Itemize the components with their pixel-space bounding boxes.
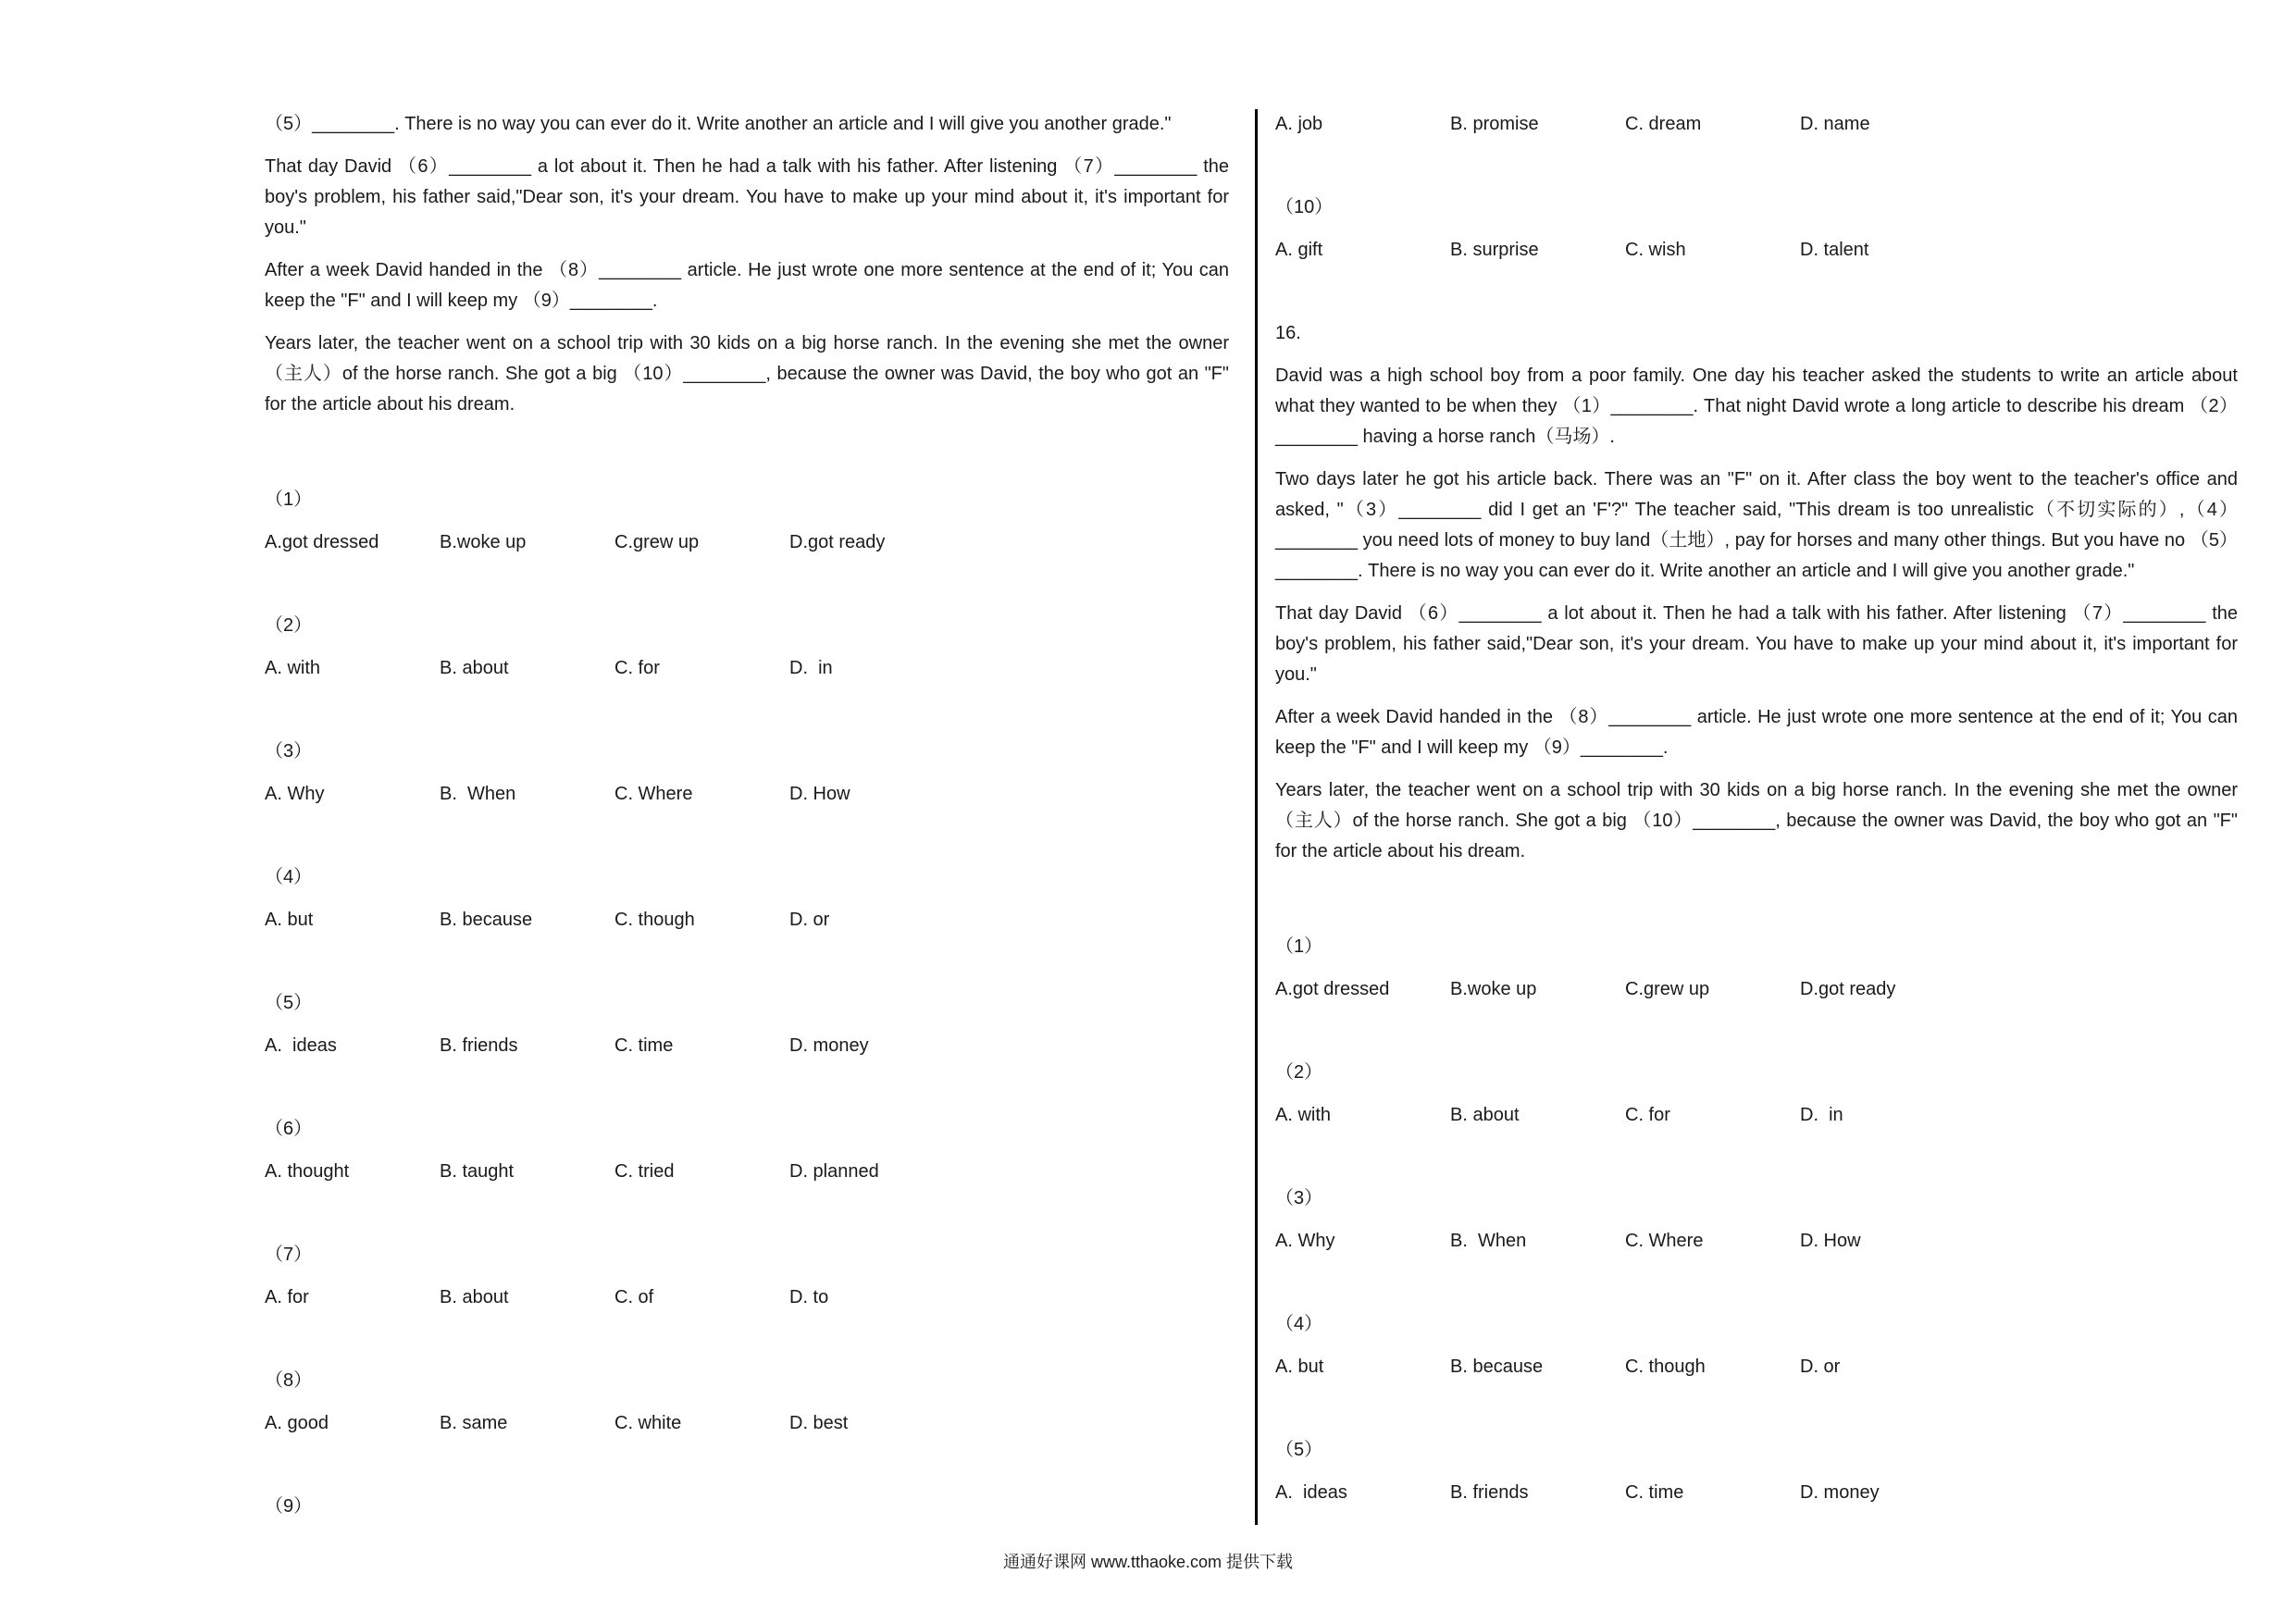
option-group-6	[265, 1114, 1229, 1240]
option-b: B. about	[440, 1287, 509, 1307]
option-d: D. money	[789, 1035, 869, 1056]
option-a: A.got dressed	[265, 532, 379, 552]
option-c: C. tried	[614, 1161, 675, 1182]
option-c: C. for	[1625, 1105, 1670, 1125]
option-a: A. but	[265, 910, 314, 930]
option-c: C. Where	[614, 784, 693, 804]
option-a: A. thought	[265, 1161, 350, 1182]
option-a: A. Why	[265, 784, 325, 804]
option-a: A. gift	[1275, 240, 1323, 260]
option-c: C. Where	[1625, 1231, 1704, 1251]
option-group-2	[265, 611, 1229, 737]
blank-number: （2）	[1275, 1062, 1323, 1083]
option-b: B. because	[440, 910, 533, 930]
blank-number: （2）	[265, 615, 313, 636]
option-d: D. name	[1800, 114, 1870, 134]
option-a: A. Why	[1275, 1231, 1335, 1251]
option-d: D.got ready	[789, 532, 886, 552]
option-c: C. wish	[1625, 240, 1686, 260]
option-d: D. How	[789, 784, 850, 804]
option-b: B. friends	[440, 1035, 518, 1056]
option-d: D. in	[789, 658, 833, 678]
blank-number: （8）	[265, 1370, 313, 1391]
passage-paragraph: Years later, the teacher went on a school trip with 30 kids on a big horse ranch. In the evening she met the owner （主人）of the horse ranch. She got a big （10）________, because the owner was David, the boy who got an "F" for the article about his dream.	[1275, 780, 2238, 861]
option-b: B. surprise	[1450, 240, 1539, 260]
blank-number: （6）	[265, 1119, 313, 1139]
option-b: B. same	[440, 1413, 508, 1433]
option-b: B. about	[1450, 1105, 1520, 1125]
option-group-3	[1275, 1183, 2238, 1309]
option-d: D. to	[789, 1287, 829, 1307]
option-group-5	[1275, 1435, 2238, 1508]
page-footer: 通通好课网 www.tthaoke.com 提供下载	[1002, 1553, 1294, 1571]
passage-paragraph: That day David （6）________ a lot about it. Then he had a talk with his father. After listening （7）________ the boy's problem, his father said,"Dear son, it's your dream. You have to make up your mind about it, it's important for you."	[265, 156, 1229, 238]
left-column	[265, 109, 1229, 1522]
option-a: A. ideas	[1275, 1482, 1347, 1503]
option-d: D. How	[1800, 1231, 1861, 1251]
option-c: C. white	[614, 1413, 682, 1433]
option-b: B. because	[1450, 1357, 1544, 1377]
option-group-3	[265, 737, 1229, 862]
passage-paragraph: That day David （6）________ a lot about it. Then he had a talk with his father. After listening （7）________ the boy's problem, his father said,"Dear son, it's your dream. You have to make up your mind about it, it's important for you."	[1275, 603, 2238, 685]
passage-paragraph: Years later, the teacher went on a school trip with 30 kids on a big horse ranch. In the evening she met the owner （主人）of the horse ranch. She got a big （10）________, because the owner was David, the boy who got an "F" for the article about his dream.	[265, 333, 1229, 415]
blank-number: （10）	[1275, 197, 1334, 217]
option-group-7	[265, 1240, 1229, 1366]
option-a: A. with	[265, 658, 321, 678]
blank-number: （4）	[265, 867, 313, 887]
option-b: B. friends	[1450, 1482, 1529, 1503]
blank-number: （1）	[1275, 936, 1323, 957]
option-a: A. but	[1275, 1357, 1324, 1377]
option-d: D. planned	[789, 1161, 879, 1182]
column-divider	[1255, 109, 1258, 1525]
passage-paragraph: （5）________. There is no way you can ever do it. Write another an article and I will give you another grade."	[265, 114, 1172, 134]
option-d: D.got ready	[1800, 979, 1896, 999]
blank-number: （3）	[1275, 1188, 1323, 1208]
option-a: A.got dressed	[1275, 979, 1390, 999]
option-group-2	[1275, 1058, 2238, 1183]
question-number: 16.	[1275, 323, 1301, 343]
option-c: C. though	[1625, 1357, 1706, 1377]
passage-paragraph: After a week David handed in the （8）________ article. He just wrote one more sentence at the end of it; You can keep the "F" and I will keep my （9）________.	[265, 260, 1229, 311]
blank-number: （3）	[265, 741, 313, 762]
option-group-1	[265, 485, 1229, 611]
option-b: B. promise	[1450, 114, 1539, 134]
option-c: C.grew up	[614, 532, 700, 552]
option-a: A. for	[265, 1287, 309, 1307]
option-d: D. or	[789, 910, 830, 930]
option-b: B. When	[440, 784, 516, 804]
option-group-9	[1275, 109, 2238, 140]
passage-paragraph: Two days later he got his article back. There was an "F" on it. After class the boy went to the teacher's office and asked, "（3）________ did I get an 'F'?" The teacher said, "This dream is too unrealistic（不切实际的）,（4）________ you need lots of money to buy land（土地）, pay for horses and many other things. But you have no （5）________. There is no way you can ever do it. Write another an article and I will give you another grade."	[1275, 469, 2238, 581]
blank-number: （9）	[265, 1496, 313, 1517]
option-b: B. taught	[440, 1161, 515, 1182]
option-d: D. best	[789, 1413, 849, 1433]
passage-paragraph: David was a high school boy from a poor family. One day his teacher asked the students to write an article about what they wanted to be when they （1）________. That night David wrote a long article to describe his dream （2）________ having a horse ranch（马场）.	[1275, 365, 2238, 447]
option-b: B. When	[1450, 1231, 1527, 1251]
option-a: A. good	[265, 1413, 329, 1433]
option-a: A. job	[1275, 114, 1323, 134]
blank-number: （7）	[265, 1245, 313, 1265]
option-group-4	[265, 862, 1229, 988]
option-b: B. about	[440, 658, 509, 678]
blank-number: （1）	[265, 489, 313, 510]
option-c: C. time	[1625, 1482, 1684, 1503]
passage-paragraph: After a week David handed in the （8）________ article. He just wrote one more sentence at the end of it; You can keep the "F" and I will keep my （9）________.	[1275, 707, 2238, 758]
option-a: A. ideas	[265, 1035, 337, 1056]
right-column	[1275, 109, 2238, 1508]
option-c: C. of	[614, 1287, 654, 1307]
option-b: B.woke up	[1450, 979, 1537, 999]
option-b: B.woke up	[440, 532, 527, 552]
option-c: C.grew up	[1625, 979, 1710, 999]
option-group-8	[265, 1366, 1229, 1492]
option-d: D. talent	[1800, 240, 1869, 260]
blank-number: （4）	[1275, 1314, 1323, 1334]
option-a: A. with	[1275, 1105, 1332, 1125]
option-d: D. in	[1800, 1105, 1843, 1125]
option-group-1	[1275, 932, 2238, 1058]
option-c: C. time	[614, 1035, 674, 1056]
option-group-5	[265, 988, 1229, 1114]
blank-number: （5）	[1275, 1440, 1323, 1460]
option-group-4	[1275, 1309, 2238, 1435]
option-group-10	[1275, 192, 2238, 266]
blank-number: （5）	[265, 993, 313, 1013]
option-c: C. dream	[1625, 114, 1702, 134]
option-d: D. money	[1800, 1482, 1880, 1503]
option-c: C. though	[614, 910, 695, 930]
option-d: D. or	[1800, 1357, 1841, 1377]
option-c: C. for	[614, 658, 660, 678]
